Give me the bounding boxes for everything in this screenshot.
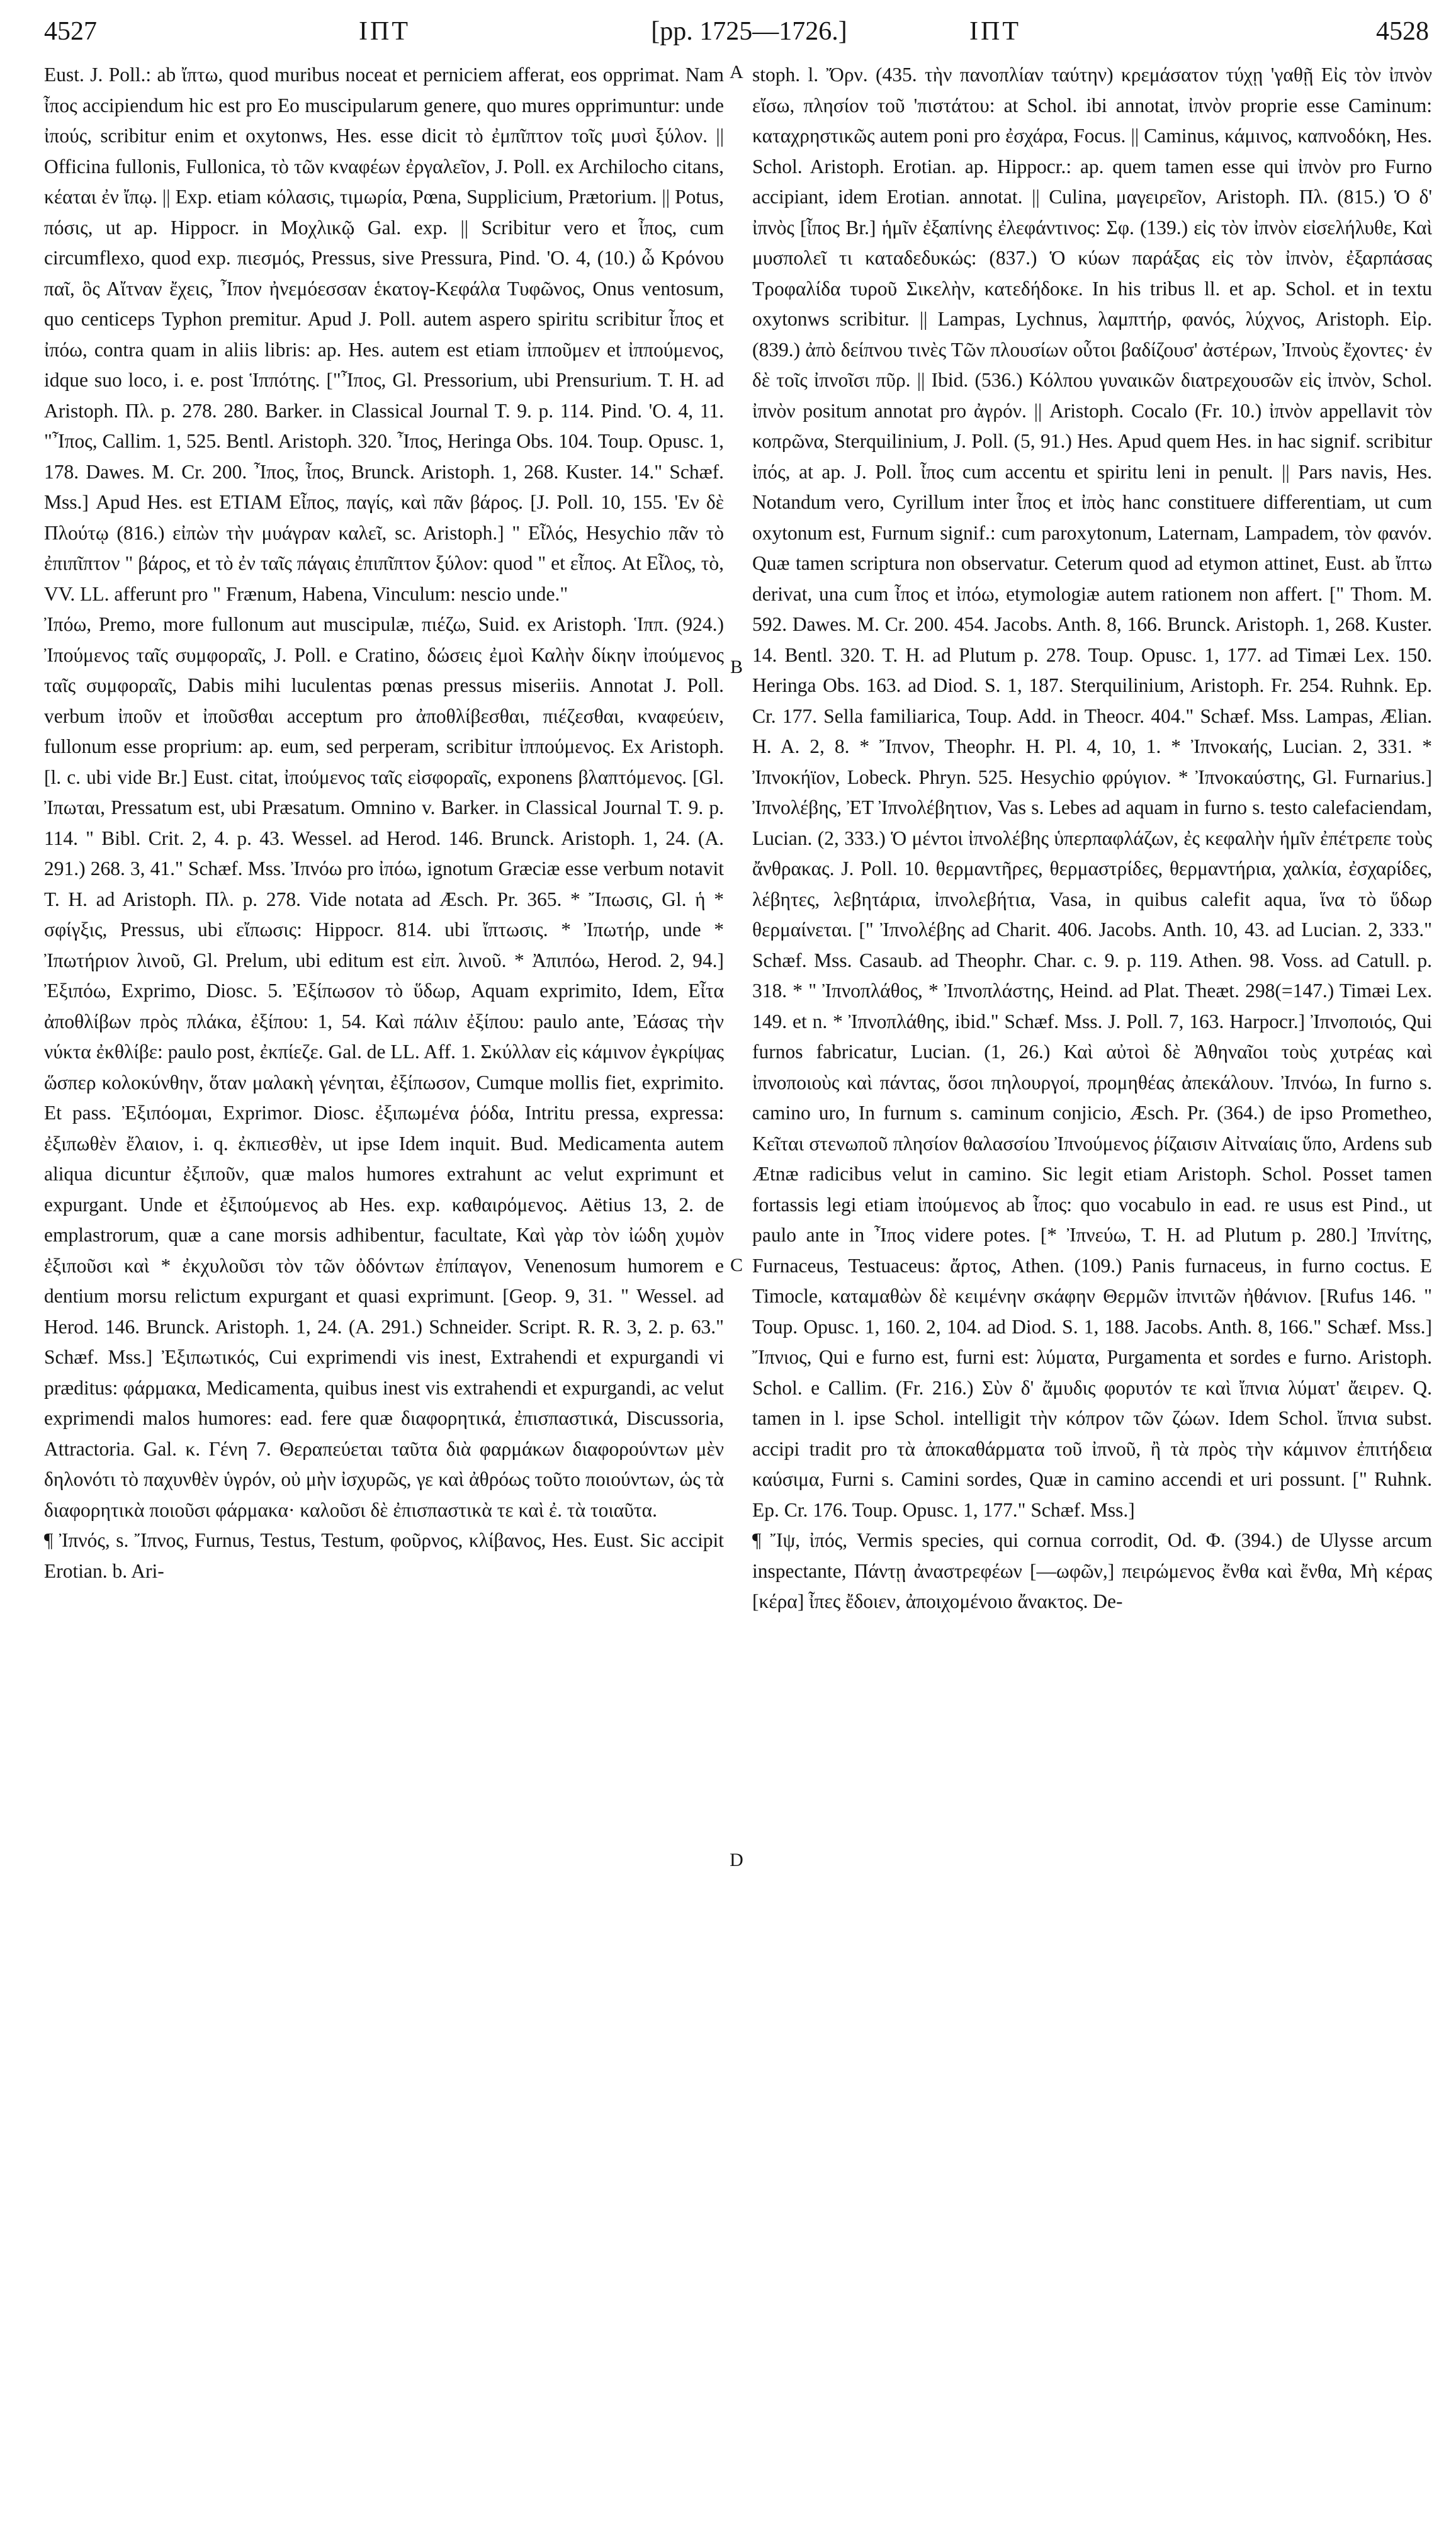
left-paragraph-3: ¶ Ἰπνός, s. Ἴπνος, Furnus, Testus, Testum, φοῦρνος, κλίβανος, Hes. Eust. Sic accipit Erotian. b. Ari- — [44, 1529, 724, 1582]
right-paragraph-2: ¶ Ἴψ, ἰπός, Vermis species, qui cornua corrodit, Od. Φ. (394.) de Ulysse arcum inspectante, Πάντῃ ἀναστρεφέων [—ωφῶν,] πειρώμενος ἔνθα καὶ ἔνθα, Μὴ κέρας [κέρα] ἶπες ἔδοιεν, ἀποιχομένοιο ἄνακτος. De- — [752, 1529, 1432, 1612]
running-head-left: ΙΠΤ — [359, 17, 410, 46]
left-paragraph-1: Eust. J. Poll.: ab ἴπτω, quod muribus noceat et perniciem afferat, eos opprimat. Nam ἶπος accipiendum hic est pro Eo muscipularum genere, quo mures opprimuntur: unde ἰπούς, scribitur enim et oxytonws, Hes. esse dicit τὸ ἐμπῖπτον τοῖς μυσὶ ξύλον. || Officina fullonis, Fullonica, τὸ τῶν κναφέων ἐργαλεῖον, J. Poll. ex Archilocho citans, κέαται ἐν ἴπῳ. || Exp. etiam κόλασις, τιμωρία, Pœna, Supplicium, Prætorium. || Potus, πόσις, ut ap. Hippocr. in Μοχλικῷ Gal. exp. || Scribitur vero et ἶπος, cum circumflexo, quod exp. πιεσμός, Pressus, sive Pressura, Pind. 'Ο. 4, (10.) ὦ Κρόνου παῖ, ὃς Αἴτναν ἔχεις, Ἶπον ἠνεμόεσσαν ἑκατογ-Κεφάλα Τυφῶνος, Onus ventosum, quo centiceps Typhon premitur. Apud J. Poll. autem aspero spiritu scribitur ἶπος et ἰπόω, contra quam in aliis libris: ap. Hes. autem est etiam ἰπποῦμεν et ἰππούμενος, idque suo loco, i. e. post Ἱππότης. ["Ἶπος, Gl. Pressorium, ubi Prensurium. T. H. ad Aristoph. Πλ. p. 278. 280. Barker. in Classical Journal T. 9. p. 114. Pind. 'Ο. 4, 11. "Ἶπος, Callim. 1, 525. Bentl. Aristoph. 320. Ἶπος, Heringa Obs. 104. Toup. Opusc. 1, 178. Dawes. M. Cr. 200. Ἶπος, ἶπος, Brunck. Aristoph. 1, 268. Kuster. 14." Schæf. Mss.] Apud Hes. est ΕΤΙΑΜ Εἶπος, παγίς, καὶ πᾶν βάρος. [J. Poll. 10, 155. 'Εν δὲ Πλούτῳ (816.) εἰπὼν τὴν μυάγραν καλεῖ, sc. Aristoph.] " Εἶλός, Hesychio πᾶν τὸ ἐπιπῖπτον " βάρος, et τὸ ἐν ταῖς πάγαις ἐπιπῖπτον ξύλον: quod " et εἶπος. At Εἶλος, τὸ, VV. LL. afferunt pro " Frænum, Habena, Vinculum: nescio unde." — [44, 64, 724, 605]
page-number-right: 4528 — [1376, 17, 1429, 46]
page-number-left: 4527 — [44, 17, 97, 46]
left-paragraph-2: Ἰπόω, Premo, more fullonum aut muscipulæ, πιέζω, Suid. ex Aristoph. Ἱππ. (924.) Ἰπούμενος ταῖς συμφοραῖς, J. Poll. e Cratino, δώσεις ἐμοὶ Καλὴν δίκην ἰπούμενος ταῖς συμφοραῖς, Dabis mihi luculentas pœnas pressus miseriis. Annotat J. Poll. verbum ἰποῦν et ἰποῦσθαι acceptum pro ἀποθλίβεσθαι, πιέζεσθαι, κναφεύειν, fullonum esse proprium: ap. eum, sed perperam, scribitur ἰππούμενος. Ex Aristoph. [l. c. ubi vide Br.] Eust. citat, ἰπούμενος ταῖς εἰσφοραῖς, exponens βλαπτόμενος. [Gl. Ἰπωται, Pressatum est, ubi Præsatum. Omnino v. Barker. in Classical Journal T. 9. p. 114. " Bibl. Crit. 2, 4. p. 43. Wessel. ad Herod. 146. Brunck. Aristoph. 1, 24. (A. 291.) 268. 3, 41." Schæf. Mss. Ἰπνόω pro ἰπόω, ignotum Græciæ esse verbum notavit T. H. ad Aristoph. Πλ. p. 278. Vide notata ad Æsch. Pr. 365. * Ἴπωσις, Gl. ἡ * σφίγξις, Pressus, ubi εἴπωσις: Hippocr. 814. ubi ἴπτωσις. * Ἰπωτήρ, unde * Ἰπωτήριον λινοῦ, Gl. Prelum, ubi editum est εἰπ. λινοῦ. * Ἀπιπόω, Herod. 2, 94.] Ἐξιπόω, Exprimo, Diosc. 5. Ἐξίπωσον τὸ ὕδωρ, Aquam exprimito, Idem, Εἶτα ἀποθλίβων πρὸς πλάκα, ἐξίπου: 1, 54. Καὶ πάλιν ἐξίπου: paulo ante, Ἐάσας τὴν νύκτα ἐκθλίβε: paulo post, ἐκπίεζε. Gal. de LL. Aff. 1. Σκύλλαν εἰς κάμινον ἐγκρίψας ὥσπερ κολοκύνθην, ὅταν μαλακὴ γένηται, ἐξίπωσον, Cumque mollis fiet, exprimito. Et pass. Ἐξιπόομαι, Exprimor. Diosc. ἐξιπωμένα ῥόδα, Intritu pressa, expressa: ἐξιπωθὲν ἔλαιον, i. q. ἐκπιεσθὲν, ut ipse Idem inquit. Bud. Medicamenta autem aliqua dicuntur ἐξιποῦν, quæ malos humores extrahunt ac velut exprimunt et expurgant. Unde et ἐξιπούμενος ab Hes. exp. καθαιρόμενος. Aëtius 13, 2. de emplastrorum, quæ a cane morsis adhibentur, facultate, Καὶ γὰρ τὸν ἰώδη χυμὸν ἐξιποῦσι καὶ * ἐκχυλοῦσι τὸν τῶν ὀδόντων ἐπίπαγον, Venenosum humorem e dentium morsu relictum expurgant et quasi exprimunt. [Geop. 9, 31. " Wessel. ad Herod. 146. Brunck. Aristoph. 1, 24. (A. 291.) Schneider. Script. R. R. 3, 2. p. 63." Schæf. Mss.] Ἐξιπωτικός, Cui exprimendi vis inest, Extrahendi et expurgandi vi præditus: φάρμακα, Medicamenta, quibus inest vis extrahendi et expurgandi, ac velut exprimendi malos humores: ead. fere quæ διαφορητικά, ἐπισπαστικά, Discussoria, Attractoria. Gal. κ. Γένη 7. Θεραπεύεται ταῦτα διὰ φαρμάκων διαφορούντων μὲν δηλονότι τὸ παχυνθὲν ὑγρόν, οὐ μὴν ἰσχυρῶς, γε καὶ ἀθρόως τοῦτο ποιούντων, ὡς τὰ διαφορητικὰ ποιοῦσι φάρμακα· καλοῦσι δὲ ἐπισπαστικὰ τε καὶ ἐ. τὰ τοιαῦτα. — [44, 613, 724, 1521]
left-column — [44, 60, 724, 1586]
page-header — [44, 13, 1429, 50]
section-marker-c: C — [730, 1255, 743, 1275]
right-column — [752, 60, 1432, 1617]
right-paragraph-1: stoph. l. Ὄρν. (435. τὴν πανοπλίαν ταύτην) κρεμάσατον τύχῃ 'γαθῇ Εἰς τὸν ἰπνὸν εἴσω, πλησίον τοῦ 'πιστάτου: at Schol. ibi annotat, ἰπνὸν proprie esse Caminum: καταχρηστικῶς autem poni pro ἐσχάρα, Focus. || Caminus, κάμινος, καπνοδόκη, Hes. Schol. Aristoph. Erotian. ap. Hippocr.: ap. quem tamen esse qui ἰπνὸν pro Furno accipiant, idem Erotian. annotat. || Culina, μαγειρεῖον, Aristoph. Πλ. (815.) Ὁ δ' ἰπνὸς [ἶπος Br.] ἡμῖν ἐξαπίνης ἐλεφάντινος: Σφ. (139.) εἰς τὸν ἰπνὸν εἰσελήλυθε, Καὶ μυσπολεῖ τι καταδεδυκώς: (837.) Ὁ κύων παράξας εἰς τὸν ἰπνὸν, ἐξαρπάσας Τροφαλίδα τυροῦ Σικελὴν, κατεδήδοκε. In his tribus ll. et ap. Schol. et in textu oxytonws scribitur. || Lampas, Lychnus, λαμπτήρ, φανός, λύχνος, Aristoph. Εἰρ. (839.) ἀπὸ δείπνου τινὲς Τῶν πλουσίων οὗτοι βαδίζουσ' ἀστέρων, Ἰπνοὺς ἔχοντες· ἐν δὲ τοῖς ἰπνοῖσι πῦρ. || Ibid. (536.) Κόλπου γυναικῶν διατρεχουσῶν εἰς ἰπνὸν, Schol. ἰπνὸν positum annotat pro ἀγρόν. || Aristoph. Cocalo (Fr. 10.) ἰπνὸν appellavit τὸν κοπρῶνα, Sterquilinium, J. Poll. (5, 91.) Hes. Apud quem Hes. in hac signif. scribitur ἰπός, at ap. J. Poll. ἶπος cum accentu et spiritu leni in penult. || Pars navis, Hes. Notandum vero, Cyrillum inter ἶπος et ἰπὸς hanc constituere differentiam, ut cum oxytonum est, Furnum signif.: cum paroxytonum, Laternam, Lampadem, τὸν φανόν. Quæ tamen scriptura non observatur. Ceterum quod ad etymon attinet, Eust. ab ἴπτω derivat, una cum ἶπος et ἰπόω, etymologiæ autem rationem non affert. [" Thom. M. 592. Dawes. M. Cr. 200. 454. Jacobs. Anth. 8, 166. Brunck. Aristoph. 1, 268. Kuster. 14. Bentl. 320. T. H. ad Plutum p. 278. Toup. Opusc. 1, 177. ad Timæi Lex. 150. Heringa Obs. 163. ad Diod. S. 1, 187. Sterquilinium, Aristoph. Fr. 254. Ruhnk. Ep. Cr. 177. Sella familiarica, Toup. Add. in Theocr. 404." Schæf. Mss. Lampas, Ælian. H. A. 2, 8. * Ἴπνον, Theophr. H. Pl. 4, 10, 1. * Ἰπνοκαής, Lucian. 2, 331. * Ἰπνοκήϊον, Lobeck. Phryn. 525. Hesychio φρύγιον. * Ἰπνοκαύστης, Gl. Furnarius.] Ἰπνολέβης, ἘΤ Ἰπνολέβητιον, Vas s. Lebes ad aquam in furno s. testo calefaciendam, Lucian. (2, 333.) Ὁ μέντοι ἰπνολέβης ὑπερπαφλάζων, ἐς κεφαλὴν ἡμῖν ἐπέτρεπε τοὺς ἄνθρακας. J. Poll. 10. θερμαντῆρες, θερμαστρίδες, θερμαντήρια, χαλκία, ἐσχαρίδες, λέβητες, λεβητάρια, ἰπνολεβήτια, Vasa, in quibus calefit aqua, ἵνα τὸ ὕδωρ θερμαίνεται. [" Ἰπνολέβης ad Charit. 406. Jacobs. Anth. 10, 43. ad Lucian. 2, 333." Schæf. Mss. Casaub. ad Theophr. Char. c. 9. p. 119. Athen. 98. Voss. ad Catull. p. 318. * " Ἰπνοπλάθος, * Ἰπνοπλάστης, Heind. ad Plat. Theæt. 298(=147.) Timæi Lex. 149. et n. * Ἰπνοπλάθης, ibid." Schæf. Mss. J. Poll. 7, 163. Harpocr.] Ἰπνοποιός, Qui furnos fabricatur, Lucian. (1, 26.) Καὶ αὐτοὶ δὲ Ἀθηναῖοι τοὺς χυτρέας καὶ ἰπνοποιοὺς καὶ πάντας, ὅσοι πηλουργοί, προμηθέας ἀπεκάλουν. Ἰπνόω, In furno s. camino uro, In furnum s. caminum conjicio, Æsch. Pr. (364.) de ipso Prometheo, Κεῖται στενωποῦ πλησίον θαλασσίου Ἰπνούμενος ῥίζαισιν Αἰτναίαις ὕπο, Ardens sub Ætnæ radicibus velut in camino. Sic legit etiam Aristoph. Schol. Posset tamen fortassis legi etiam ἰπούμενος ab ἶπος: quo vocabulo in ead. re usus est Pind., ut paulo ante in Ἶπος videre potes. [* Ἰπνεύω, T. H. ad Plutum p. 280.] Ἰπνίτης, Furnaceus, Testuaceus: ἄρτος, Athen. (109.) Panis furnaceus, in furno coctus. E Timocle, καταμαθὼν δὲ κειμένην σκάφην Θερμῶν ἰπνιτῶν ἠθάνιον. [Rufus 146. " Toup. Opusc. 1, 160. 2, 104. ad Diod. S. 1, 188. Jacobs. Anth. 8, 166." Schæf. Mss.] Ἴπνιος, Qui e furno est, furni est: λύματα, Purgamenta et sordes e furno. Aristoph. Schol. e Callim. (Fr. 216.) Σὺν δ' ἄμυδις φορυτόν τε καὶ ἴπνια λύματ' ἄειρεν. Q. tamen in l. ipse Schol. intelligit τὴν κόπρον τῶν ζώων. Idem Schol. ἴπνια subst. accipi tradit pro τὰ ἀποκαθάρματα τοῦ ἰπνοῦ, ἢ τὰ πρὸς τὴν κάμινον ἐπιτήδεια καύσιμα, Furni s. Camini sordes, Quæ in camino accendi et uri possunt. [" Ruhnk. Ep. Cr. 176. Toup. Opusc. 1, 177." Schæf. Mss.] — [752, 64, 1432, 1521]
page-range: [pp. 1725—1726.] — [651, 17, 847, 46]
section-marker-a: A — [730, 62, 743, 82]
section-marker-b: B — [730, 657, 743, 677]
section-marker-d: D — [730, 1850, 743, 1870]
running-head-right: ΙΠΤ — [969, 17, 1021, 46]
